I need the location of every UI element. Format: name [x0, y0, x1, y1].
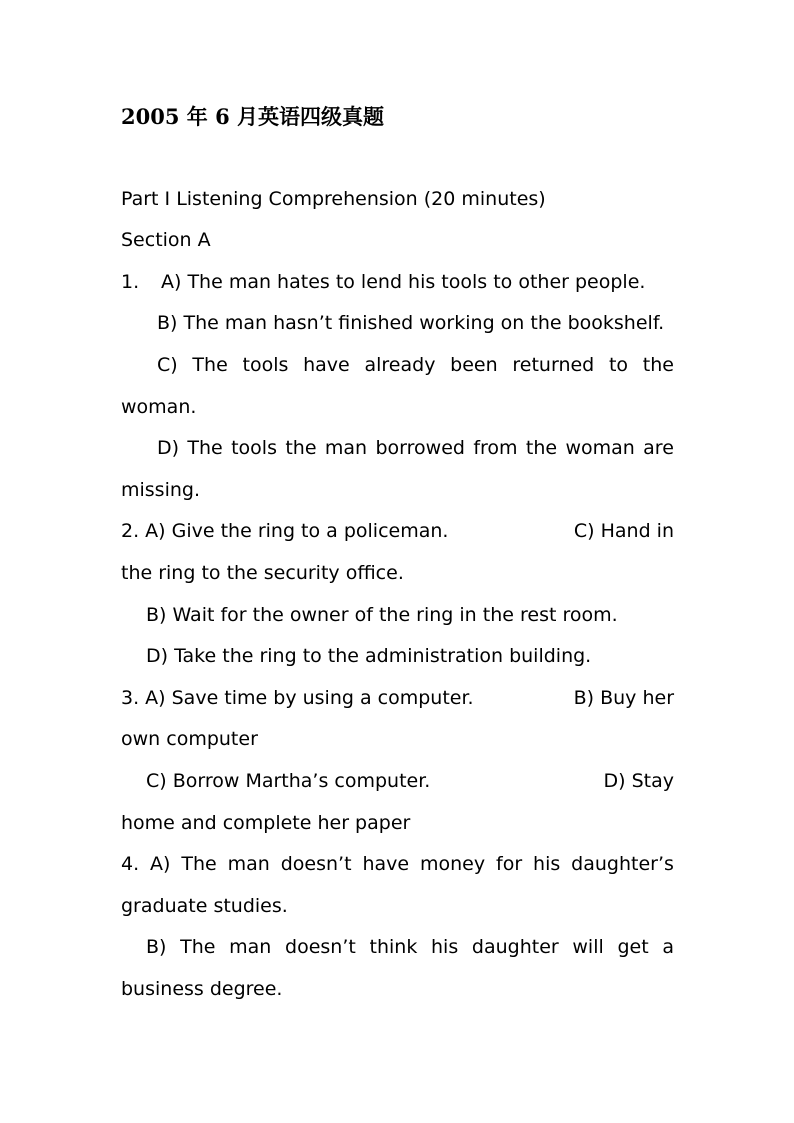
word: to: [608, 354, 629, 376]
question-1-option-c: [157, 353, 674, 377]
question-4-option-a-continued: graduate studies.: [121, 895, 288, 917]
word: think: [369, 936, 418, 958]
word: B): [146, 936, 167, 958]
question-1-option-a: [121, 270, 674, 294]
word: daughter’s: [571, 853, 674, 875]
word: the: [642, 354, 674, 376]
word: The: [192, 354, 228, 376]
question-3-row-1: [121, 686, 674, 710]
word: the: [525, 437, 558, 459]
question-2-option-d: D) Take the ring to the administration building.: [146, 645, 592, 667]
word: money: [419, 853, 486, 875]
word: a: [662, 936, 674, 958]
word: returned: [512, 354, 595, 376]
question-3-row-2: [146, 769, 674, 793]
question-3-option-a: 3. A) Save time by using a computer.: [121, 687, 474, 709]
question-2-option-c-continued: the ring to the security office.: [121, 562, 404, 584]
question-2-option-b: B) Wait for the owner of the ring in the rest room.: [146, 604, 618, 626]
word: from: [473, 437, 518, 459]
word: borrowed: [375, 437, 465, 459]
word: daughter: [471, 936, 559, 958]
word: for: [496, 853, 523, 875]
question-1-option-d-continued: missing.: [121, 479, 201, 501]
word: The: [187, 437, 223, 459]
word: have: [362, 853, 410, 875]
question-3-option-b: B) Buy her: [573, 687, 674, 709]
word: man: [229, 936, 272, 958]
word: his: [533, 853, 561, 875]
question-2-row-1: [121, 519, 674, 543]
word: man: [227, 853, 270, 875]
question-1-number: 1.: [121, 271, 140, 293]
word: The: [180, 936, 216, 958]
question-1-option-b: B) The man hasn’t finished working on the bookshelf.: [157, 312, 665, 334]
word: have: [303, 354, 350, 376]
word: A): [150, 853, 171, 875]
word: will: [572, 936, 604, 958]
word: are: [643, 437, 674, 459]
word: doesn’t: [285, 936, 356, 958]
question-4-option-b-continued: business degree.: [121, 978, 283, 1000]
word: D): [157, 437, 180, 459]
question-4-option-a: [121, 852, 674, 876]
word: get: [617, 936, 649, 958]
question-1-option-d: [157, 436, 674, 460]
question-3-option-c: C) Borrow Martha’s computer.: [146, 770, 431, 792]
question-1-option-c-continued: woman.: [121, 396, 197, 418]
section-heading: Section A: [121, 229, 211, 251]
question-2-option-c: C) Hand in: [573, 520, 674, 542]
question-3-option-d-continued: home and complete her paper: [121, 812, 411, 834]
document-title: 2005 年 6 月英语四级真题: [121, 104, 384, 129]
word: the: [285, 437, 317, 459]
word: his: [431, 936, 459, 958]
word: tools: [231, 437, 277, 459]
question-4-option-b: [146, 935, 674, 959]
word: already: [364, 354, 436, 376]
word: 4.: [121, 853, 140, 875]
word: been: [450, 354, 498, 376]
word: The: [181, 853, 217, 875]
question-3-option-d: D) Stay: [603, 770, 674, 792]
word: tools: [242, 354, 289, 376]
word: woman: [565, 437, 635, 459]
part-heading: Part I Listening Comprehension (20 minutes): [121, 188, 546, 210]
word: C): [157, 354, 178, 376]
question-1-option-a-text: A) The man hates to lend his tools to other people.: [161, 271, 646, 293]
word: man: [324, 437, 368, 459]
word: doesn’t: [280, 853, 352, 875]
question-3-option-b-continued: own computer: [121, 728, 258, 750]
question-2-option-a: 2. A) Give the ring to a policeman.: [121, 520, 449, 542]
